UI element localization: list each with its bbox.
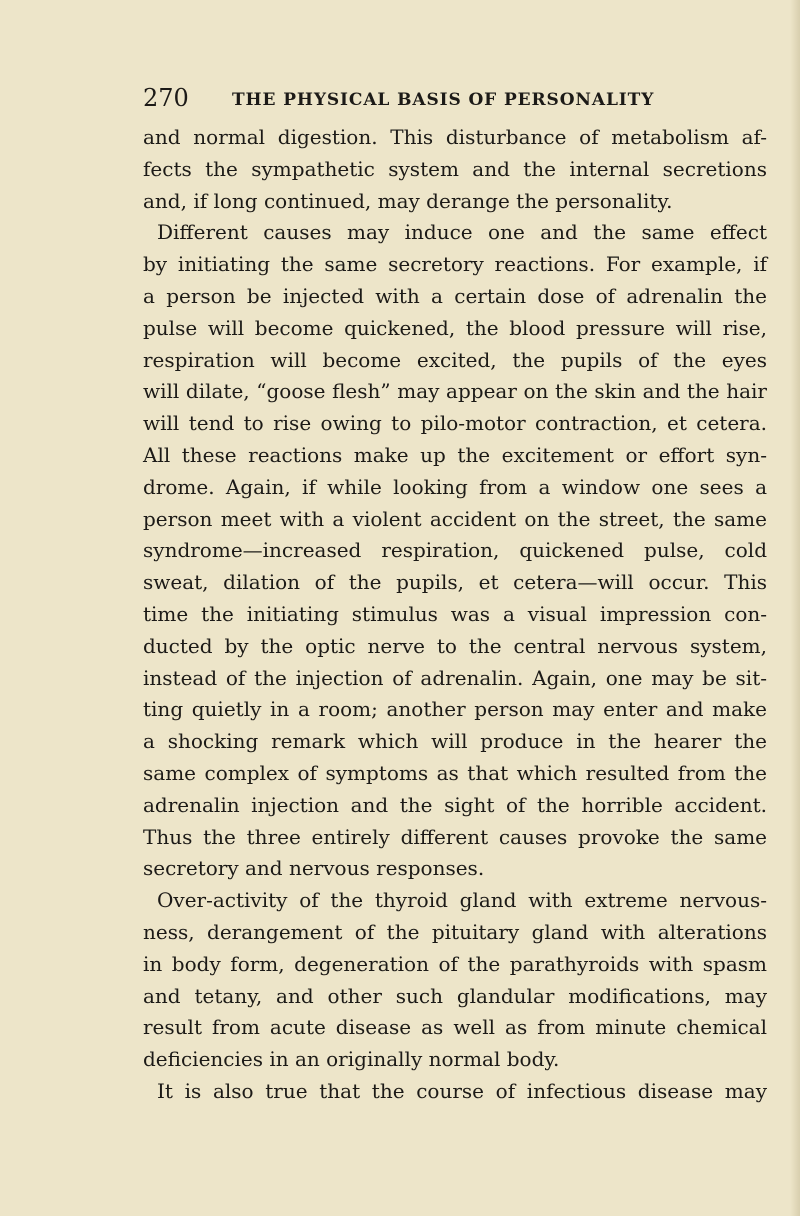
text-line: Thus the three entirely different causes provoke the same (143, 824, 767, 849)
text-line: All these reactions make up the excitement or effort syn- (143, 442, 767, 467)
text-line: drome. Again, if while looking from a window one sees a (143, 474, 767, 499)
text-line: ness, derangement of the pituitary gland with alterations (143, 919, 767, 944)
running-title: THE PHYSICAL BASIS OF PERSONALITY (232, 90, 655, 110)
text-line: person meet with a violent accident on the street, the same (143, 506, 767, 531)
text-line: will dilate, “goose flesh” may appear on the skin and the hair (143, 379, 767, 404)
text-line: a person be injected with a certain dose of adrenalin the (143, 283, 767, 308)
text-line: result from acute disease as well as from minute chemical (143, 1015, 767, 1040)
text-line: same complex of symptoms as that which resulted from the (143, 760, 767, 785)
text-line: and normal digestion. This disturbance of metabolism af- (143, 125, 767, 149)
text-line: adrenalin injection and the sight of the horrible accident. (143, 792, 767, 817)
text-line: and tetany, and other such glandular modifications, may (143, 983, 767, 1008)
text-line: time the initiating stimulus was a visual impression con- (143, 601, 767, 626)
text-line: syndrome—increased respiration, quickened pulse, cold (143, 538, 767, 563)
text-line: sweat, dilation of the pupils, et cetera—will occur. This (143, 570, 767, 595)
text-line: Different causes may induce one and the same effect (157, 220, 767, 245)
text-line: secretory and nervous responses. (143, 856, 485, 881)
text-line: and, if long continued, may derange the personality. (143, 188, 673, 213)
text-line: instead of the injection of adrenalin. Again, one may be sit- (143, 665, 767, 690)
page-header (143, 84, 767, 116)
text-line: by initiating the same secretory reactions. For example, if (143, 252, 767, 277)
text-line: respiration will become excited, the pupils of the eyes (143, 347, 767, 372)
text-line: ting quietly in a room; another person may enter and make (143, 697, 767, 722)
text-line: a shocking remark which will produce in the hearer the (143, 729, 767, 754)
text-line: pulse will become quickened, the blood pressure will rise, (143, 315, 767, 340)
text-line: fects the sympathetic system and the internal secretions (143, 156, 767, 181)
page-edge-shadow (790, 0, 800, 1216)
text-line: ducted by the optic nerve to the central nervous system, (143, 633, 767, 658)
text-line: in body form, degeneration of the parathyroids with spasm (143, 951, 767, 976)
body-text (143, 122, 767, 1108)
text-line: will tend to rise owing to pilo-motor contraction, et cetera. (143, 411, 767, 436)
page-number: 270 (143, 84, 189, 112)
text-line: Over-activity of the thyroid gland with extreme nervous- (157, 888, 767, 913)
text-line: It is also true that the course of infectious disease may (157, 1078, 767, 1103)
text-line: deficiencies in an originally normal body. (143, 1047, 560, 1072)
